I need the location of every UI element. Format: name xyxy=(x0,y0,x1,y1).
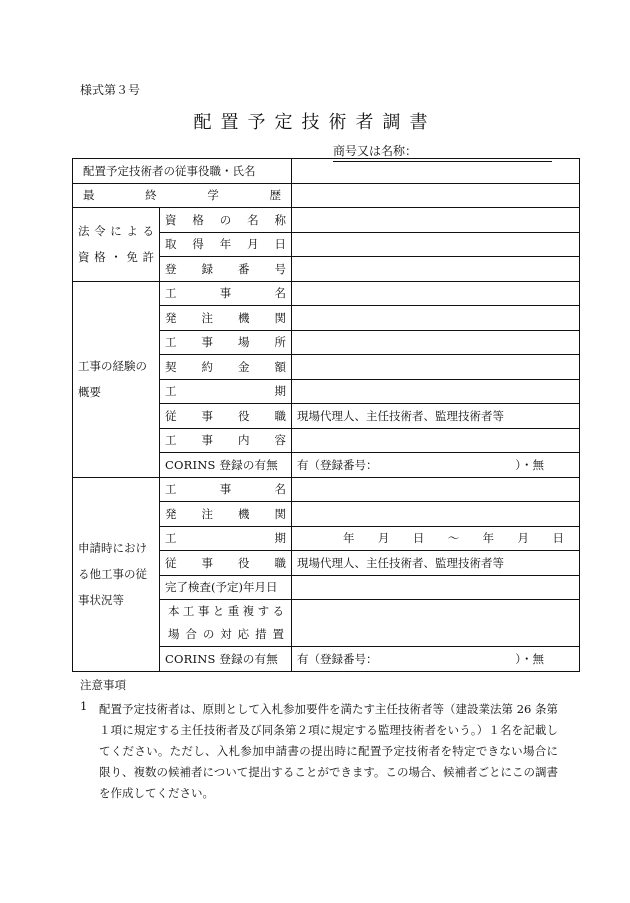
current-role-value[interactable]: 現場代理人、主任技術者、監理技術者等 xyxy=(292,551,580,576)
experience-location-value[interactable] xyxy=(292,330,580,355)
table-row xyxy=(73,183,580,208)
current-corins-label: CORINS 登録の有無 xyxy=(160,647,292,672)
document-title: 配置予定技術者調書 xyxy=(193,112,437,133)
current-work-name-value[interactable] xyxy=(292,477,580,502)
experience-work-name-value[interactable] xyxy=(292,281,580,306)
experience-corins-value[interactable]: 有（登録番号： ）・無 xyxy=(292,453,580,478)
experience-contract-amount-label: 契約金額 xyxy=(160,355,292,380)
current-client-value[interactable] xyxy=(292,502,580,527)
experience-content-value[interactable] xyxy=(292,428,580,453)
qualification-name-value[interactable] xyxy=(292,208,580,233)
registration-number-label: 登録番号 xyxy=(160,257,292,282)
experience-client-value[interactable] xyxy=(292,306,580,331)
form-number: 様式第３号 xyxy=(80,83,141,97)
note-text: 配置予定技術者は、原則として入札参加要件を満たす主任技術者等（建設業法第 26 条第１項に規定する主任技術者及び同条第２項に規定する監理技術者をいう。）１名を記載してください。ただし、入札参加申請書の提出時に配置予定技術者を特定できない場合に限り、複数の候補者について提出することができます。この場合、候補者ごとにこの調書を作成してください。 xyxy=(99,702,558,800)
table-row xyxy=(73,281,580,306)
current-work-name-label: 工事名 xyxy=(160,477,292,502)
table-row xyxy=(73,159,580,184)
note-item xyxy=(80,699,558,804)
experience-corins-label: CORINS 登録の有無 xyxy=(160,453,292,478)
completion-inspection-value[interactable] xyxy=(292,575,580,600)
current-client-label: 発注機関 xyxy=(160,502,292,527)
experience-role-label: 従事役職 xyxy=(160,404,292,429)
qualification-group-label: 法令による 資格・免許 xyxy=(73,208,160,282)
experience-work-name-label: 工事名 xyxy=(160,281,292,306)
position-name-value[interactable] xyxy=(292,159,580,184)
overlap-measures-label: 本工事と重複する 場合の対応措置 xyxy=(160,600,292,647)
current-work-group-label: 申請時におけ る他工事の従 事状況等 xyxy=(73,477,160,671)
current-role-label: 従事役職 xyxy=(160,551,292,576)
position-name-label: 配置予定技術者の従事役職・氏名 xyxy=(73,159,292,184)
technician-form-table xyxy=(72,158,580,672)
qualification-name-label: 資格の名称 xyxy=(160,208,292,233)
current-corins-value[interactable]: 有（登録番号： ）・無 xyxy=(292,647,580,672)
acquisition-date-label: 取得年月日 xyxy=(160,232,292,257)
final-education-value[interactable] xyxy=(292,183,580,208)
experience-content-label: 工事内容 xyxy=(160,428,292,453)
table-row xyxy=(73,208,580,233)
acquisition-date-value[interactable] xyxy=(292,232,580,257)
completion-inspection-label: 完了検査(予定)年月日 xyxy=(160,575,292,600)
overlap-measures-value[interactable] xyxy=(292,600,580,647)
experience-group-label: 工事の経験の 概要 xyxy=(73,281,160,477)
experience-location-label: 工事場所 xyxy=(160,330,292,355)
registration-number-value[interactable] xyxy=(292,257,580,282)
note-number: 1 xyxy=(80,699,88,713)
experience-client-label: 発注機関 xyxy=(160,306,292,331)
table-row xyxy=(73,477,580,502)
experience-role-value[interactable]: 現場代理人、主任技術者、監理技術者等 xyxy=(292,404,580,429)
notes-section xyxy=(80,677,558,804)
current-period-value[interactable]: 年 月 日 ～ 年 月 日 xyxy=(292,526,580,551)
notes-title: 注意事項 xyxy=(80,678,126,692)
experience-period-value[interactable] xyxy=(292,379,580,404)
current-period-label: 工期 xyxy=(160,526,292,551)
company-name-label: 商号又は名称： xyxy=(333,144,418,158)
experience-contract-amount-value[interactable] xyxy=(292,355,580,380)
experience-period-label: 工期 xyxy=(160,379,292,404)
final-education-label: 最終学歴 xyxy=(73,183,292,208)
